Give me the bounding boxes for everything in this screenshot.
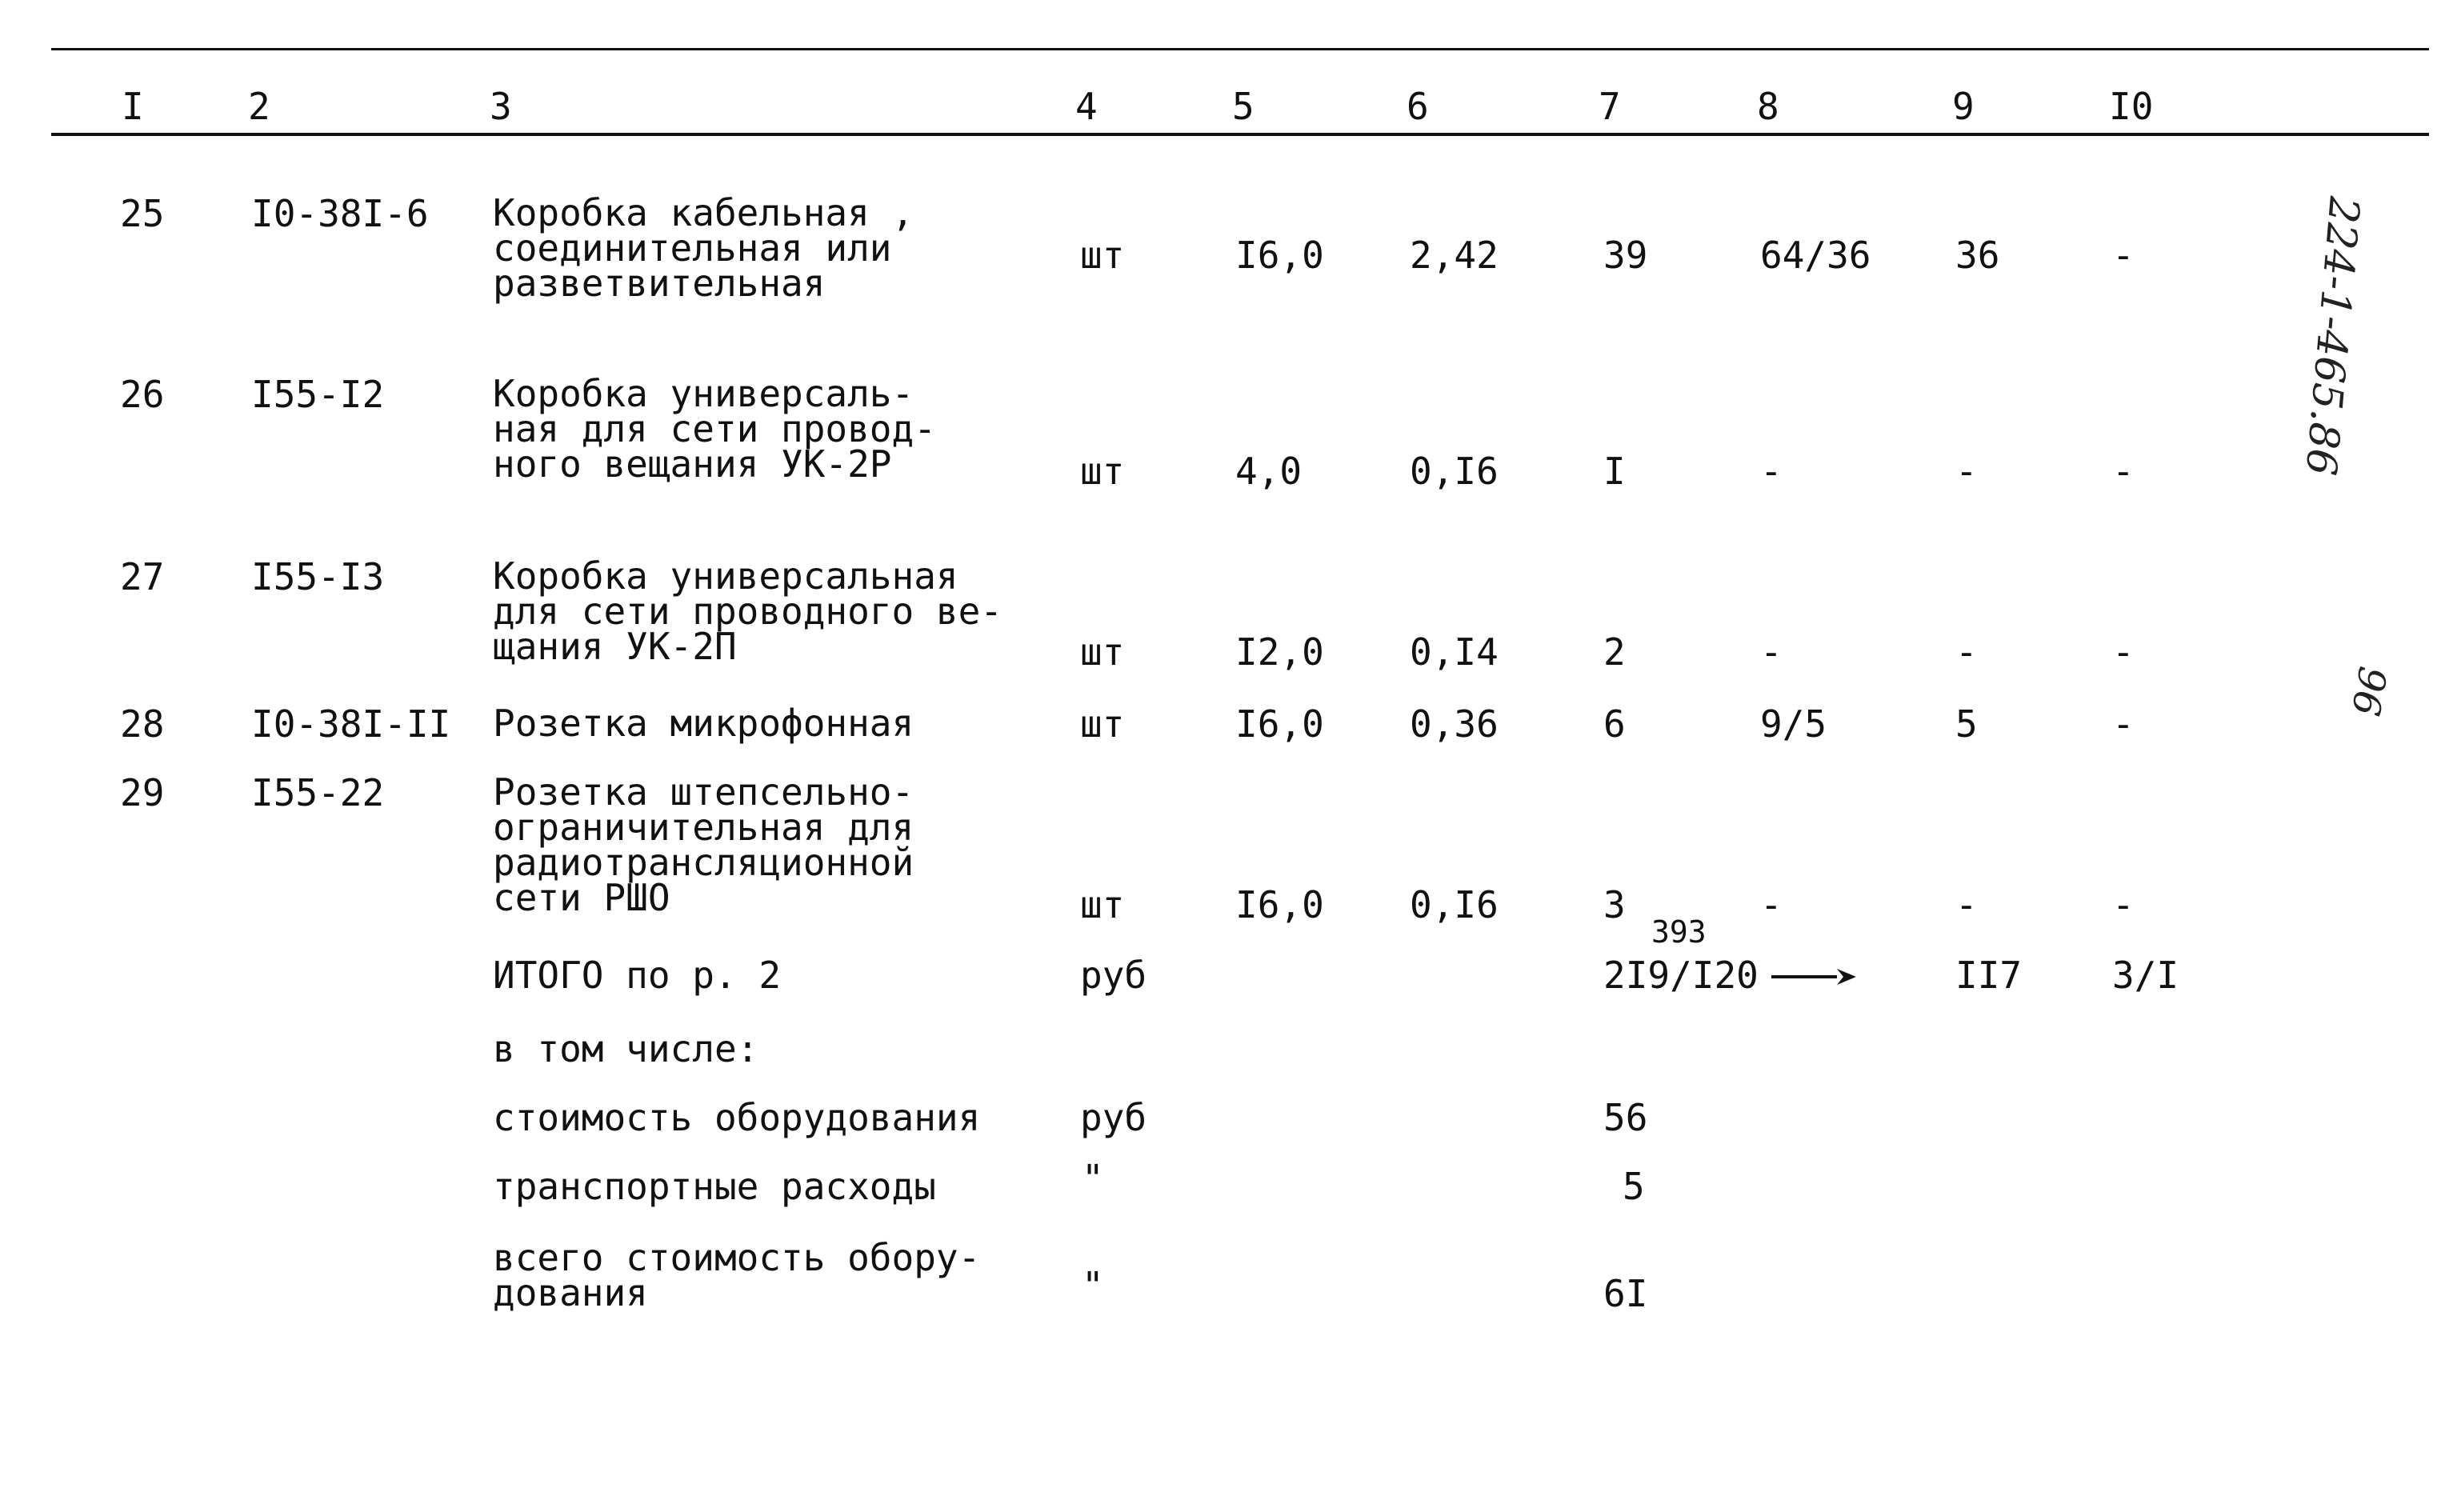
totals-col9: II7 xyxy=(1955,954,2023,997)
row-name: Розетка микрофонная xyxy=(493,702,914,745)
totals-col10: 3/I xyxy=(2112,954,2179,997)
row-code: I55-I3 xyxy=(251,555,385,598)
row-number: 28 xyxy=(120,702,165,746)
row-col6: 0,36 xyxy=(1410,702,1499,746)
row-col8: - xyxy=(1760,450,1783,493)
row-col8: - xyxy=(1760,883,1783,926)
breakdown-value: 5 xyxy=(1623,1165,1645,1208)
row-col6: 0,I6 xyxy=(1410,883,1499,926)
margin-page-number: 96 xyxy=(2342,663,2395,719)
totals-col7: 2I9/I20 xyxy=(1603,954,1759,997)
row-col7: I xyxy=(1603,450,1626,493)
breakdown-intro: в том числе: xyxy=(493,1027,759,1070)
row-col6: 0,I4 xyxy=(1410,630,1499,674)
row-code: I0-38I-6 xyxy=(251,192,429,235)
row-col9: - xyxy=(1955,630,1978,674)
col-header-5: 5 xyxy=(1232,85,1255,128)
totals-unit: руб xyxy=(1080,954,1147,997)
breakdown-label: транспортные расходы xyxy=(493,1165,936,1208)
row-unit: шт xyxy=(1080,450,1125,493)
row-col8: 9/5 xyxy=(1760,702,1827,746)
row-col7: 3 xyxy=(1603,883,1626,926)
col-header-1: I xyxy=(122,85,144,128)
row-col7: 39 xyxy=(1603,234,1648,277)
row-col9: - xyxy=(1955,883,1978,926)
row-code: I55-I2 xyxy=(251,373,385,416)
row-number: 26 xyxy=(120,373,165,416)
row-name: Коробка универсальная для сети проводного ве- щания УК-2П xyxy=(493,554,1002,668)
row-col5: 4,0 xyxy=(1235,450,1303,493)
row-unit: шт xyxy=(1080,630,1125,674)
row-col6: 0,I6 xyxy=(1410,450,1499,493)
row-number: 25 xyxy=(120,192,165,235)
row-col8: 64/36 xyxy=(1760,234,1871,277)
col-header-7: 7 xyxy=(1599,85,1621,128)
row-col7: 6 xyxy=(1603,702,1626,746)
row-col5: I2,0 xyxy=(1235,630,1324,674)
row-col6: 2,42 xyxy=(1410,234,1499,277)
row-col9: - xyxy=(1955,450,1978,493)
breakdown-unit: " xyxy=(1082,1264,1104,1307)
col-header-10: I0 xyxy=(2109,85,2154,128)
col-header-6: 6 xyxy=(1407,85,1429,128)
col-header-4: 4 xyxy=(1075,85,1098,128)
row-unit: шт xyxy=(1080,883,1125,926)
breakdown-label: стоимость оборудования xyxy=(493,1096,981,1139)
col-header-8: 8 xyxy=(1757,85,1779,128)
col-header-3: 3 xyxy=(490,85,512,128)
row-col10: - xyxy=(2112,883,2135,926)
row-col10: - xyxy=(2112,450,2135,493)
row-col9: 36 xyxy=(1955,234,2000,277)
row-col5: I6,0 xyxy=(1235,883,1324,926)
breakdown-value: 6I xyxy=(1603,1272,1648,1315)
row-col10: - xyxy=(2112,702,2135,746)
row-name: Розетка штепсельно- ограничительная для радиотрансляционной сети РШО xyxy=(493,770,914,919)
row-name: Коробка универсаль- ная для сети провод- ного вещания УК-2Р xyxy=(493,372,936,486)
totals-note: 393 xyxy=(1651,914,1707,950)
col-header-9: 9 xyxy=(1952,85,1975,128)
table-header-rule xyxy=(51,133,2429,136)
row-number: 27 xyxy=(120,555,165,598)
breakdown-value: 56 xyxy=(1603,1096,1648,1139)
row-col5: I6,0 xyxy=(1235,702,1324,746)
row-col5: I6,0 xyxy=(1235,234,1324,277)
row-col7: 2 xyxy=(1603,630,1626,674)
breakdown-unit: руб xyxy=(1080,1096,1147,1139)
row-col10: - xyxy=(2112,234,2135,277)
breakdown-label: всего стоимость обору- дования xyxy=(493,1236,981,1314)
row-unit: шт xyxy=(1080,702,1125,746)
row-code: I0-38I-II xyxy=(251,702,451,746)
margin-doc-code: 224-1-465.86 xyxy=(2295,194,2368,478)
breakdown-unit: " xyxy=(1082,1157,1104,1200)
totals-label: ИТОГО по р. 2 xyxy=(493,954,782,997)
row-col10: - xyxy=(2112,630,2135,674)
row-number: 29 xyxy=(120,771,165,814)
right-arrow-icon xyxy=(1770,965,1858,989)
row-col8: - xyxy=(1760,630,1783,674)
table-top-rule xyxy=(51,48,2429,50)
row-code: I55-22 xyxy=(251,771,385,814)
row-col9: 5 xyxy=(1955,702,1978,746)
row-name: Коробка кабельная , соединительная или разветвительная xyxy=(493,191,914,305)
row-unit: шт xyxy=(1080,234,1125,277)
col-header-2: 2 xyxy=(248,85,270,128)
